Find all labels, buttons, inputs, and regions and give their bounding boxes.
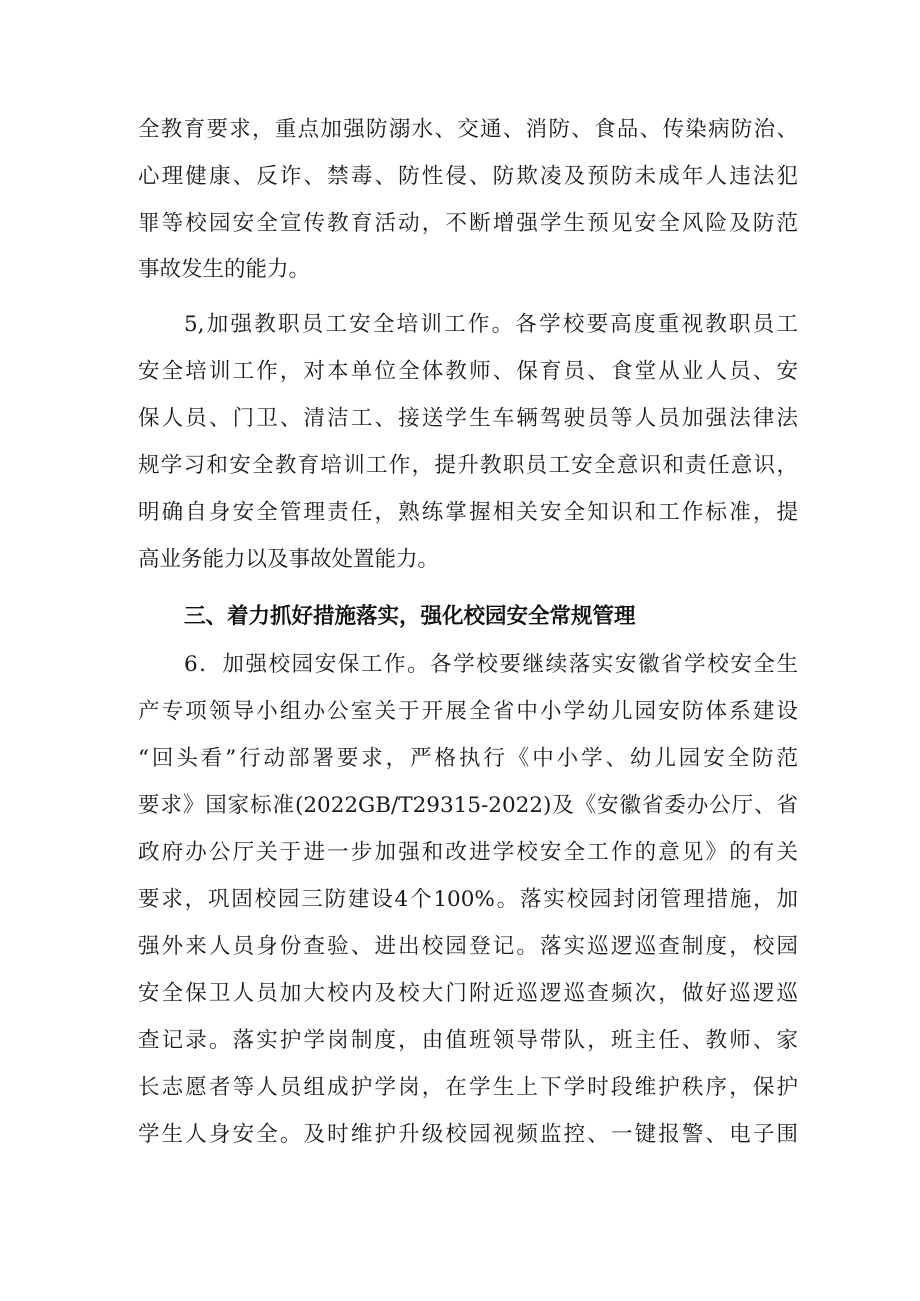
paragraph-5-line-5: 明确自身安全管理责任，熟练掌握相关安全知识和工作标准，提 [138,500,798,525]
section-heading: 三、着力抓好措施落实，强化校园安全常规管理 [184,604,636,629]
paragraph-5-line-2: 安全培训工作，对本单位全体教师、保育员、食堂从业人员、安 [138,359,798,384]
paragraph-6-line-7: 强外来人员身份查验、进出校园登记。落实巡逻巡查制度，校园 [138,934,798,959]
paragraph-6-line-2: 产专项领导小组办公室关于开展全省中小学幼儿园安防体系建设 [138,699,798,724]
paragraph-6-line-3: “回头看”行动部署要求，严格执行《中小学、幼儿园安全防范 [138,746,798,771]
paragraph-4-line-3: 罪等校园安全宣传教育活动，不断增强学生预见安全风险及防范 [138,211,798,236]
paragraph-6-line-10: 长志愿者等人员组成护学岗，在学生上下学时段维护秩序，保护 [138,1075,798,1100]
paragraph-6-line-4: 要求》国家标准(2022GB/T29315-2022)及《安徽省委办公厅、省 [138,793,798,818]
paragraph-5-line-6: 高业务能力以及事故处置能力。 [138,547,440,572]
paragraph-5-line-1: 5,加强教职员工安全培训工作。各学校要高度重视教职员工 [184,312,798,337]
paragraph-6-line-6: 要求，巩固校园三防建设4个100%。落实校园封闭管理措施，加 [138,887,798,912]
paragraph-6-line-5: 政府办公厅关于进一步加强和改进学校安全工作的意见》的有关 [138,840,798,865]
paragraph-5-line-3: 保人员、门卫、清洁工、接送学生车辆驾驶员等人员加强法律法 [138,406,798,431]
paragraph-4-line-1: 全教育要求，重点加强防溺水、交通、消防、食品、传染病防治、 [138,117,798,142]
paragraph-5-line-4: 规学习和安全教育培训工作，提升教职员工安全意识和责任意识， [138,453,798,478]
paragraph-6-line-1: 6．加强校园安保工作。各学校要继续落实安徽省学校安全生 [184,652,798,677]
paragraph-6-line-9: 查记录。落实护学岗制度，由值班领导带队，班主任、教师、家 [138,1028,798,1053]
paragraph-6-line-11: 学生人身安全。及时维护升级校园视频监控、一键报警、电子围 [138,1122,798,1147]
paragraph-4-line-4: 事故发生的能力。 [138,257,311,282]
paragraph-4-line-2: 心理健康、反诈、禁毒、防性侵、防欺凌及预防未成年人违法犯 [138,164,798,189]
paragraph-6-line-8: 安全保卫人员加大校内及校大门附近巡逻巡查频次，做好巡逻巡 [138,981,798,1006]
